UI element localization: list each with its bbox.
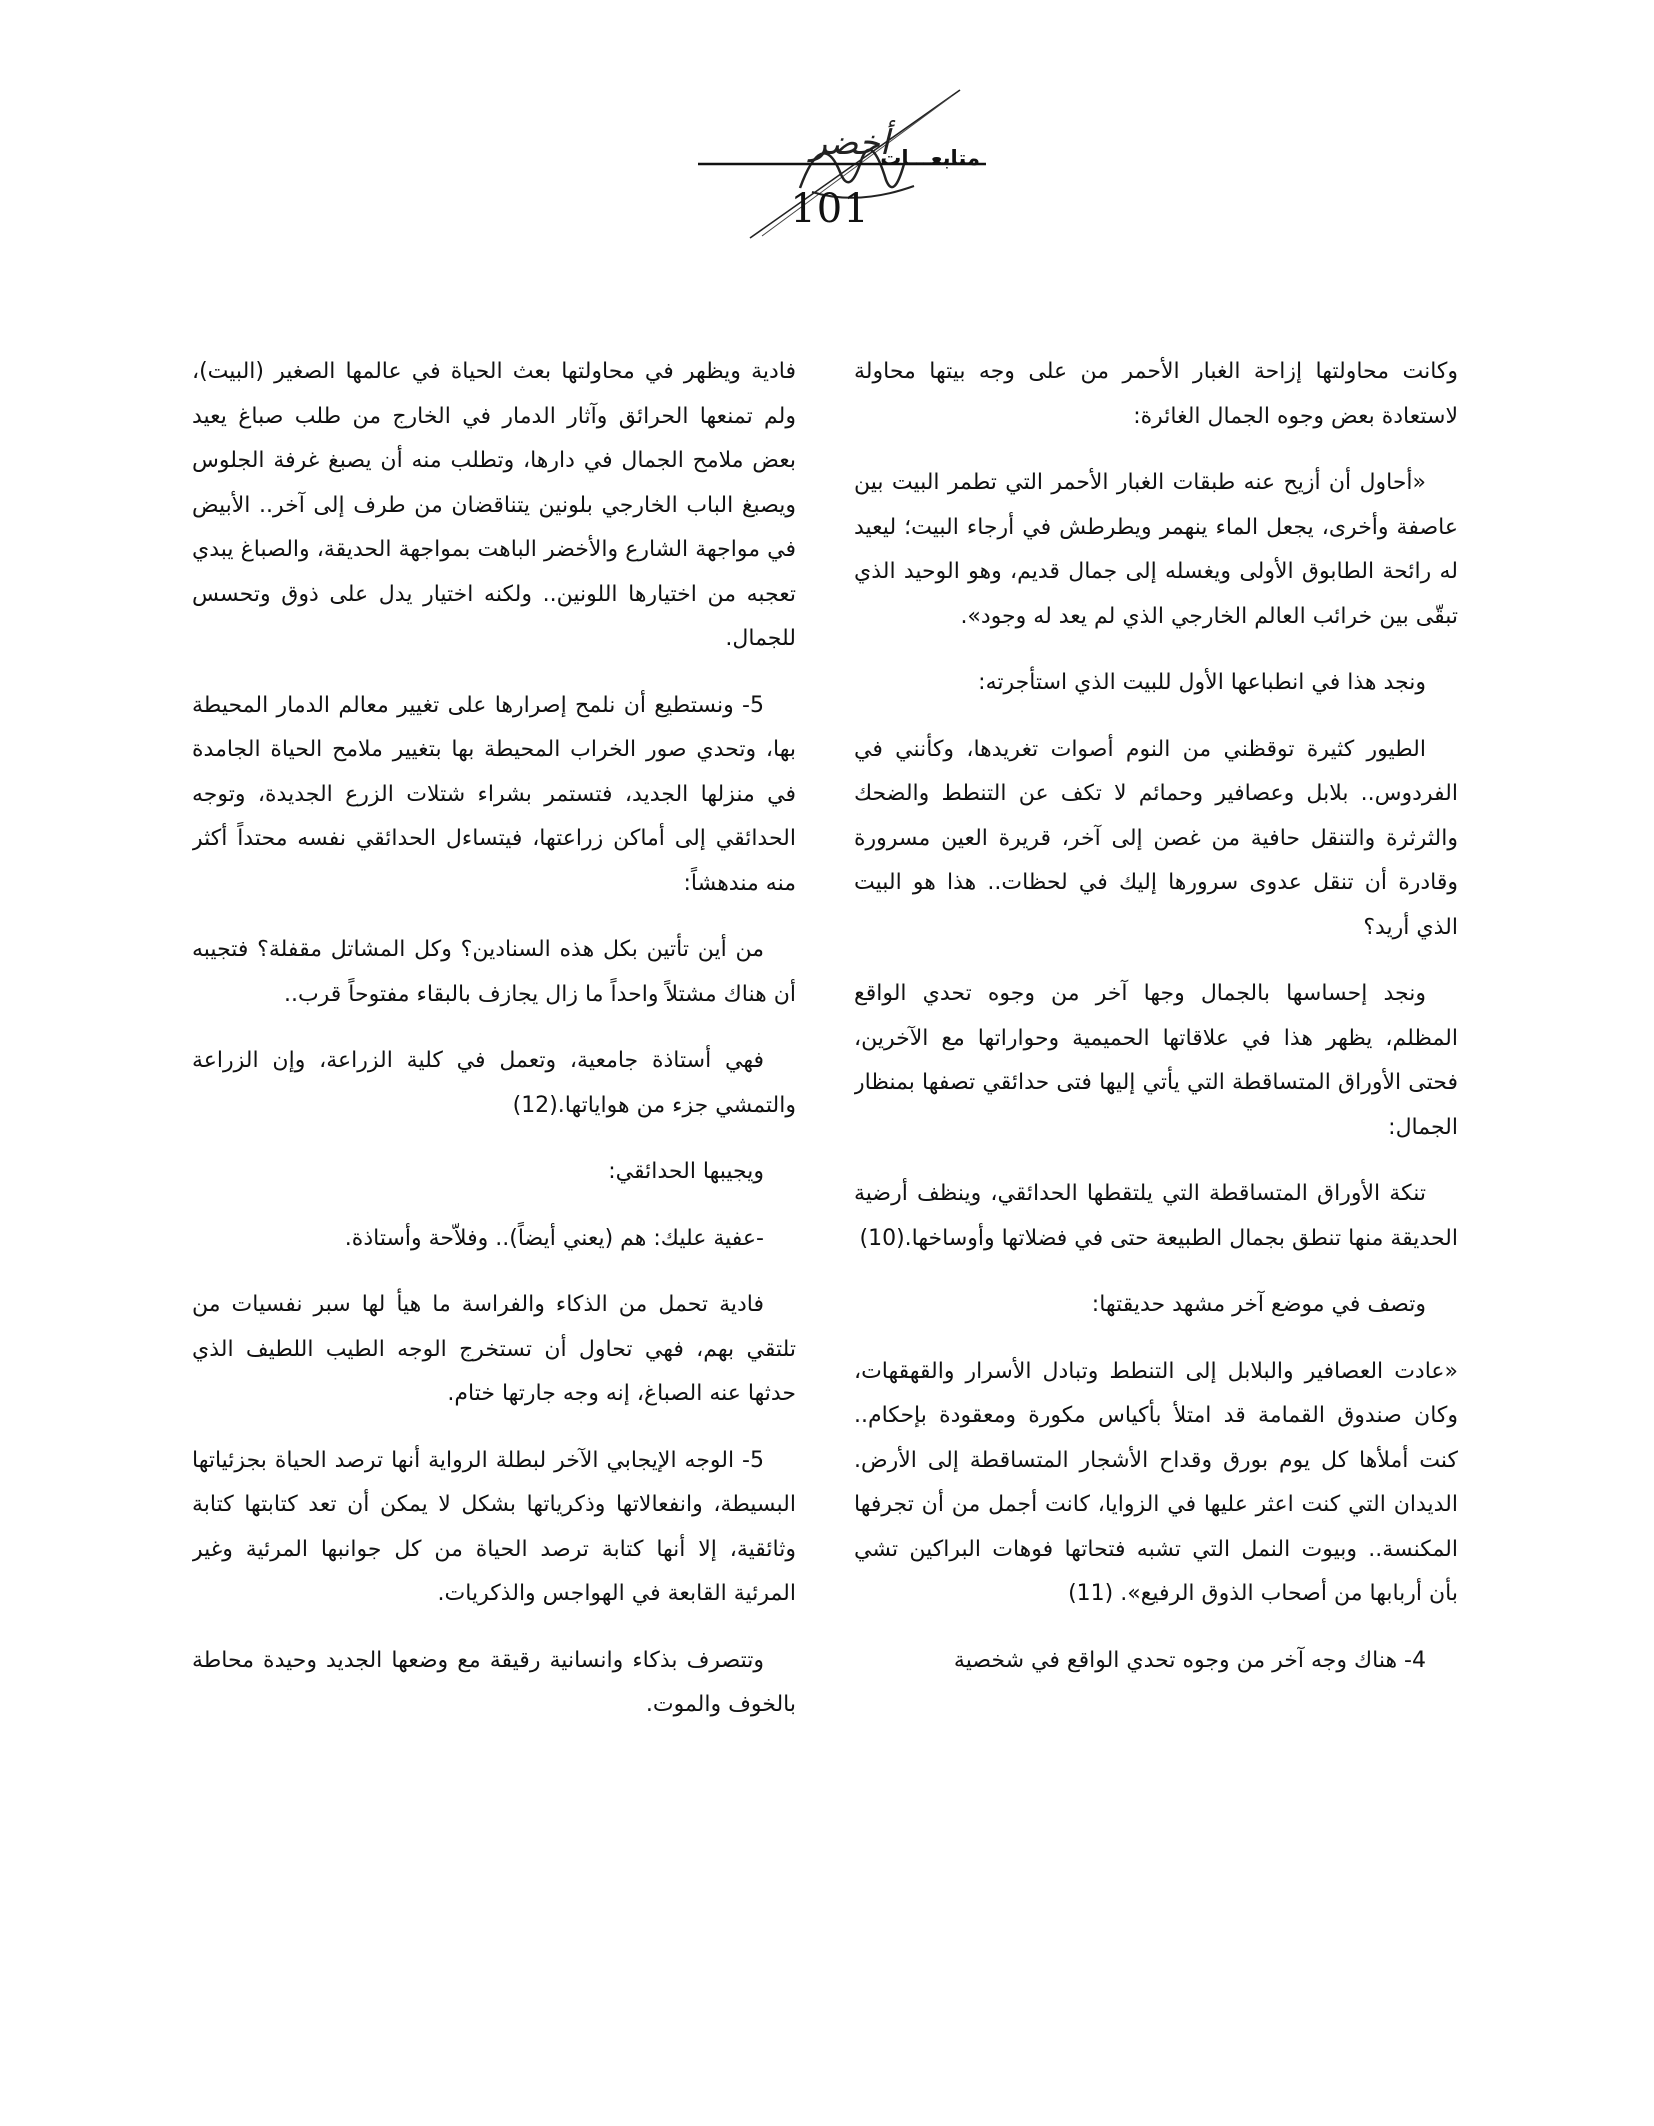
page-number: 101 — [790, 186, 870, 232]
paragraph: تنكة الأوراق المتساقطة التي يلتقطها الحدائقي، وينظف أرضية الحديقة منها تنطق بجمال الطبيعة حتى في فضلاتها وأوساخها.(10) — [854, 1181, 1458, 1251]
paragraph: -عفية عليك: هم (يعني أيضاً).. وفلاّحة وأستاذة. — [344, 1225, 764, 1251]
paragraph: الطيور كثيرة توقظني من النوم أصوات تغريدها، وكأنني في الفردوس.. بلابل وعصافير وحمائم لا تكف عن التنطط والضحك والثرثرة والتنقل حافية من غصن إلى آخر، قريرة العين مسرورة وقادرة أن تنقل عدوى سرورها إليك في لحظات.. هذا هو البيت الذي أريد؟ — [854, 736, 1458, 940]
paragraph: وكانت محاولتها إزاحة الغبار الأحمر من على وجه بيتها محاولة لاستعادة بعض وجوه الجمال الغائرة: — [854, 359, 1458, 429]
paragraph: 4- هناك وجه آخر من وجوه تحدي الواقع في شخصية — [953, 1647, 1426, 1673]
paragraph: «أحاول أن أزيح عنه طبقات الغبار الأحمر التي تطمر البيت بين عاصفة وأخرى، يجعل الماء ينهمر ويطرطش في أرجاء البيت؛ ليعيد له رائحة الطابوق الأولى ويغسله إلى جمال قديم، وهو الوحيد الذي تبقّى بين خرائب العالم الخارجي الذي لم يعد له وجود». — [854, 470, 1458, 629]
paragraph: فادية تحمل من الذكاء والفراسة ما هيأ لها سبر نفسيات من تلتقي بهم، فهي تحاول أن تستخرج الوجه الطيب اللطيف الذي حدثها عنه الصباغ، إنه وجه جارتها ختام. — [192, 1292, 796, 1406]
paragraph: 5- الوجه الإيجابي الآخر لبطلة الرواية أنها ترصد الحياة بجزئياتها البسيطة، وانفعالاتها وذكرياتها بشكل لا يمكن أن تعد كتابتها كتابة وثائقية، إلا أنها كتابة ترصد الحياة من كل جوانبها المرئية وغير المرئية القابعة في الهواجس والذكريات. — [192, 1447, 796, 1606]
left-text-column — [192, 350, 796, 1930]
paragraph: ونجد إحساسها بالجمال وجها آخر من وجوه تحدي الواقع المظلم، يظهر هذا في علاقاتها الحميمية وحواراتها مع الآخرين، فحتى الأوراق المتساقطة التي يأتي إليها فتى حدائقي تصفها بمنظار الجمال: — [854, 981, 1458, 1140]
magazine-name: أخضر — [810, 123, 890, 163]
paragraph: وتصف في موضع آخر مشهد حديقتها: — [1091, 1292, 1426, 1317]
paragraph: 5- ونستطيع أن نلمح إصرارها على تغيير معالم الدمار المحيطة بها، وتحدي صور الخراب المحيطة بها بتغيير ملامح الحياة الجامدة في منزلها الجديد، فتستمر بشراء شتلات الزرع الجديدة، وتوجه الحدائقي إلى أماكن زراعتها، فيتساءل الحدائقي نفسه محتداً أكثر منه مندهشاً: — [192, 692, 796, 896]
paragraph: فادية ويظهر في محاولتها بعث الحياة في عالمها الصغير (البيت)، ولم تمنعها الحرائق وآثار الدمار في الخارج من طلب صباغ يعيد بعض ملامح الجمال في دارها، وتطلب منه أن يصبغ غرفة الجلوس ويصبغ الباب الخارجي بلونين يتناقضان من طرف إلى آخر.. الأبيض في مواجهة الشارع والأخضر الباهت بمواجهة الحديقة، والصباغ يبدي تعجبه من اختيارها اللونين.. ولكنه اختيار يدل على ذوق وتحسس للجمال. — [192, 359, 796, 651]
paragraph: من أين تأتين بكل هذه السنادين؟ وكل المشاتل مقفلة؟ فتجيبه أن هناك مشتلاً واحداً ما زال يجازف بالبقاء مفتوحاً قرب.. — [192, 937, 796, 1007]
paragraph: ونجد هذا في انطباعها الأول للبيت الذي استأجرته: — [978, 670, 1426, 695]
paragraph: وتتصرف بذكاء وانسانية رقيقة مع وضعها الجديد وحيدة محاطة بالخوف والموت. — [192, 1647, 796, 1717]
paragraph: فهي أستاذة جامعية، وتعمل في كلية الزراعة، وإن الزراعة والتمشي جزء من هواياتها.(12) — [192, 1048, 796, 1118]
paragraph: «عادت العصافير والبلابل إلى التنطط وتبادل الأسرار والقهقهات، وكان صندوق القمامة قد امتلأ بأكياس مكورة ومعقودة بإحكام.. كنت أملأها كل يوم بورق وقداح الأشجار المتساقطة إلى الأرض. الديدان التي كنت اعثر عليها في الزوايا، كانت أجمل من أن تجرفها المكنسة.. وبيوت النمل التي تشبه فتحاتها فوهات البراكين تشي بأن أربابها من أصحاب الذوق الرفيع». (11) — [854, 1358, 1458, 1606]
section-label: متابعـــات — [880, 146, 980, 170]
right-text-column — [854, 350, 1458, 1930]
paragraph: ويجيبها الحدائقي: — [608, 1159, 764, 1184]
